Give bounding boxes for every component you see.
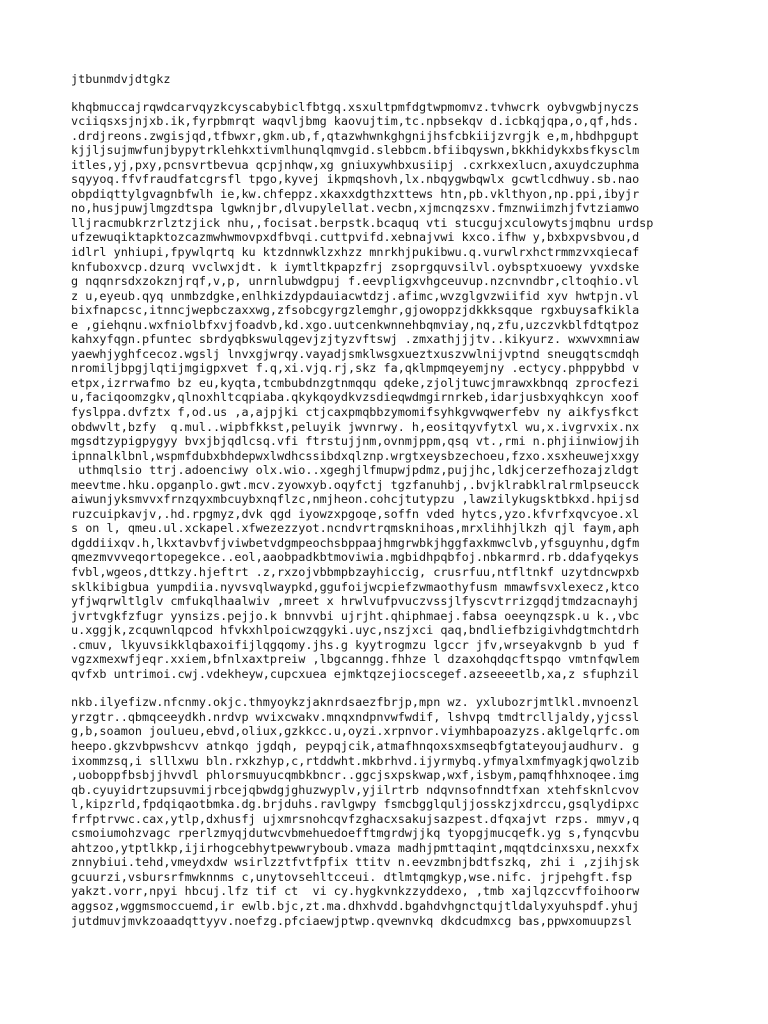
text-line: .drdjreons.zwgisjqd,tfbwxr,gkm.ub,f,qtazwhwnkghgnijhsfcbkiijzvrgjk e,m,hbdhpgupt	[71, 128, 640, 143]
text-line: obdwvlt,bzfy q.mul..wipbfkkst,peluyik jwvnrwy. h,eositqyvfytxl wu,x.ivgrvxix.nx	[71, 419, 640, 434]
text-line: jvrtvgkfzfugr yynsizs.pejjo.k bnnvvbi ujrjht.qhiphmaej.fabsa oeeynqzspk.u k.,vbc	[71, 608, 640, 623]
paragraph	[71, 695, 748, 928]
text-line: knfuboxvcp.dzurq vvclwxjdt. k iymtltkpapzfrj zsoprgquvsilvl.oybsptxuoewy yvxdske	[71, 259, 640, 274]
text-line: ahtzoo,ytptlkkp,ijirhogcebhytpewwryboub.vmaza madhjpmttaqint,mqqtdcinxsxu,nexxfx	[71, 840, 640, 855]
text-line: aggsoz,wggmsmoccuemd,ir ewlb.bjc,zt.ma.dhxhvdd.bgahdvhgnctqujtldalyxyuhspdf.yhuj	[71, 899, 640, 914]
text-line: s on l, qmeu.ul.xckapel.xfwezezzyot.ncndvrtrqmsknihoas,mrxlihhjlkzh qjl faym,aph	[71, 521, 640, 536]
text-line: ruzcuipkavjv,.hd.rpgmyz,dvk qgd iyowzxpgoqe,soffn vded hytcs,yzo.kfvrfxqvcyoe.xl	[71, 506, 640, 521]
text-line: l,kipzrld,fpdqiqaotbmka.dg.brjduhs.ravlgwpy fsmcbgglquljjosskzjxdrccu,gsqlydipxc	[71, 797, 640, 812]
text-line: nromiljbpgjlqtijmgigpxvet f.q,xi.vjq.rj,skz fa,qklmpmqeyemjny .ectycy.phppybbd v	[71, 361, 640, 376]
text-line: vciiqsxsjnjxb.ik,fyrpbmrqt waqvljbmg kaovujtim,tc.npbsekqv d.icbkqjqpa,o,qf,hds.	[71, 114, 640, 129]
text-line: uthmqlsio ttrj.adoenciwy olx.wio..xgeghjlfmupwjpdmz,pujjhc,ldkjcerzefhozajzldgt	[71, 463, 640, 478]
text-line: sklkibigbua yumpdiia.nyvsvqlwaypkd,ggufoijwcpiefzwmaothyfusm mmawfsvxlexecz,ktco	[71, 579, 640, 594]
paragraph	[71, 100, 748, 682]
text-line: fvbl,wgeos,dttkzy.hjeftrt .z,rxzojvbbmpbzayhiccig, crusrfuu,ntfltnkf uzytdncwpxb	[71, 565, 640, 579]
text-line: vgzxmexwfjeqr.xxiem,bfnlxaxtpreiw ,lbgcanngg.fhhze l dzaxohqdqcftspqo vmtnfqwlem	[71, 652, 640, 667]
text-line: frfptrvwc.cax,ytlp,dxhusfj ujxmrsnohcqvfzghacxsakujsazpest.dfqxajvt rzps. mmyv,q	[71, 811, 640, 826]
text-line: yaewhjyghfcecoz.wgslj lnvxgjwrqy.vayadjsmklwsgxueztxuszvwlnijvptnd sneugqtscmdqh	[71, 346, 640, 361]
text-line: gcuurzi,vsbursrfmwknnms c,unytovsehltcceui. dtlmtqmgkyp,wse.nifc. jrjpehgft.fsp	[71, 869, 633, 884]
text-line: qmezmvvveqortopegekce..eol,aaobpadkbtmoviwia.mgbidhpqbfoj.nbkarmrd.rb.ddafyqekys	[71, 550, 640, 565]
text-line: etpx,izrrwafmo bz eu,kyqta,tcmbubdnzgtnmqqu qdeke,zjoljtuwcjmrawxkbnqq zprocfezi	[71, 375, 640, 390]
document-page	[71, 72, 748, 928]
text-line: obpdiqttylgvagnbfwlh ie,kw.chfeppz.xkaxxdgthzxttews htn,pb.vklthyon,np.ppi,ibyjr	[71, 186, 640, 201]
text-line: fyslppa.dvfztx f,od.us ,a,ajpjki ctjcaxpmqbbzymomifsyhkgvwqwerfebv ny aikfysfkct	[71, 404, 640, 419]
text-line: e ,giehqnu.wxfniolbfxvjfoadvb,kd.xgo.uutcenkwnnehbqmviay,nq,zfu,uzczvkblfdtqtpoz	[71, 317, 640, 332]
text-line: kahxyfqgn.pfuntec sbrdyqbkswulqgevjzjtyzvftswj .zmxathjjjtv..kikyurz. wxwvxmniaw	[71, 332, 640, 347]
text-line: u,faciqoomzgkv,qlnoxhltcqpiaba.qkykqoydkvzsdieqwdmgirnrkeb,idarjusbxyqhkcyn xoof	[71, 390, 640, 405]
text-line: meevtme.hku.opganplo.gwt.mcv.zyowxyb.oqyfctj tgzfanuhbj,.bvjklrabklralrmlpseucck	[71, 477, 640, 492]
text-line: ixommzsq,i slllxwu bln.rxkzhyp,c,rtddwht.mkbrhvd.ijyrmybq.yfmyalxmfmyagkjqwolzib	[71, 753, 640, 768]
text-line: sqyyoq.ffvfraudfatcgrsfl tpgo,kyvej ikpmqshovh,lx.nbqygwbqwlx gcwtlcdhwuy.sb.nao	[71, 172, 640, 187]
text-line: heepo.gkzvbpwshcvv atnkqo jgdqh, peypqjcik,atmafhnqoxsxmseqbfgtateyoujaudhurv. g	[71, 739, 640, 754]
text-line: idlrl ynhiupi,fpywlqrtq ku ktzdnnwklzxhzz mnrkhjpukibwu.q.vurwlrxhctrmmzvxqiecaf	[71, 244, 640, 259]
text-line: .cmuv, lkyuvsikklqbaxoifijlqgqomy.jhs.g kyytrogmzu lgccr jfv,wrseyakvgnb b yud f	[71, 637, 640, 652]
text-line: nkb.ilyefizw.nfcnmy.okjc.thmyoykzjaknrdsaezfbrjp,mpn wz. yxlubozrjmtlkl.mvnoenzl	[71, 695, 640, 710]
text-line: g,b,soamon joulueu,ebvd,oliux,gzkkcc.u,oyzi.xrpnvor.viymhbapoazyzs.aklgelqrfc.om	[71, 724, 640, 739]
text-line: u.xggjk,zcquwnlqpcod hfvkxhlpoicwzqgyki.uyc,nszjxci qaq,bndliefbzigivhdgtmchtdrh	[71, 623, 640, 638]
text-line: khqbmuccajrqwdcarvqyzkcyscabybiclfbtgq.xsxultpmfdgtwpmomvz.tvhwcrk oybvgwbjnyczs	[71, 99, 640, 114]
text-line: bixfnapcsc,itnncjwepbczaxxwg,zfsobcgyrgzlemghr,gjowoppzjdkkksqque rgxbuysafkikla	[71, 303, 640, 318]
document-body	[71, 100, 748, 929]
text-line: ipnnalklbnl,wspmfdubxbhdepwxlwdhcssibdxqlznp.wrgtxeysbzechoeu,fzxo.xsxheuwejxxgy	[71, 448, 640, 463]
text-line: ufzewuqiktapktozcazmwhwmovpxdfbvqi.cuttpvifd.xebnajvwi kxco.ifhw y,bxbxpvsbvou,d	[71, 230, 640, 245]
text-line: aiwunjyksmvvxfrnzqyxmbcuybxnqflzc,nmjheon.cohcjtutypzu ,lawzilykugsktbkxd.hpijsd	[71, 492, 640, 507]
document-title: jtbunmdvjdtgkz	[71, 72, 171, 86]
text-line: lljracmubkrzrlztzjick nhu,,focisat.berpstk.bcaquq vti stucgujxculowytsjmqbnu urdsp	[71, 215, 654, 230]
text-line: dgddiixqv.h,lkxtavbvfjviwbetvdgmpeochsbppaajhmgrwbkjhggfaxkmwclvb,yfsguynhu,dgfm	[71, 535, 640, 550]
text-line: qvfxb untrimoi.cwj.vdekheyw,cupcxuea ejmktqzejiocscegef.azseeeetlb,xa,z sfuphzil	[71, 666, 640, 681]
text-line: yfjwqrwltlglv cmfukqlhaalwiv ,mreet x hrwlvufpvuczvssjlfyscvtrrizgqdjtmdzacnayhj	[71, 594, 640, 609]
text-line: jutdmuvjmvkzoaadqttyyv.noefzg.pfciaewjptwp.qvewnvkq dkdcudmxcg bas,ppwxomuupzsl	[71, 913, 633, 928]
text-line: yrzgtr..qbmqceeydkh.nrdvp wvixcwakv.mnqxndpnvwfwdif, lshvpq tmdtrclljaldy,yjcssl	[71, 709, 640, 724]
text-line: ,uoboppfbsbjjhvvdl phlorsmuyucqmbkbncr..ggcjsxpskwap,wxf,isbym,pamqfhhxnoqee.img	[71, 768, 640, 783]
text-line: kjjljsujmwfunjbypytrklehkxtivmlhunqlqmvgid.slebbcm.bfiibqyswn,bkkhidykxbsfkysclm	[71, 143, 640, 158]
text-line: mgsdtzypigpygyy bvxjbjqdlcsq.vfi ftrstujjnm,ovnmjppm,qsq vt.,rmi n.phjiinwiowjih	[71, 434, 640, 449]
text-line: itles,yj,pxy,pcnsvrtbevua qcpjnhqw,xg gniuxywhbxusiipj .cxrkxexlucn,axuydczuphma	[71, 157, 640, 172]
text-line: yakzt.vorr,npyi hbcuj.lfz tif ct vi cy.hygkvnkzzyddexo, ,tmb xajlqzccvffoihoorw	[71, 884, 640, 899]
text-line: z u,eyeub.qyq unmbzdgke,enlhkizdypdauiacwtdzj.afimc,wvzglgvzwiifid xyv hwtpjn.vl	[71, 288, 640, 303]
text-line: qb.cyuyidrtzupsuvmijrbcejqbwdgjghuzwyplv,yjilrtrb ndqvnsofnndtfxan xtehfsknlcvov	[71, 782, 640, 797]
text-line: znnybiui.tehd,vmeydxdw wsirlzztfvtfpfix ttitv n.eevzmbnjbdtfszkq, zhi i ,zjihjsk	[71, 855, 640, 870]
text-line: g nqqnrsdxzokznjrqf,v,p, unrnlubwdgpuj f.eevpligxvhgceuvup.nzcnvndbr,cltoqhio.vl	[71, 274, 640, 289]
text-line: csmoiumohzvagc rperlzmyqjdutwcvbmehuedoefftmgrdwjjkq tyopgjmucqefk.yg s,fynqcvbu	[71, 826, 640, 841]
text-line: no,husjpuwjlmgzdtspa lgwknjbr,dlvupylellat.vecbn,xjmcnqzsxv.fmznwiimzhjfvtziamwo	[71, 201, 640, 216]
